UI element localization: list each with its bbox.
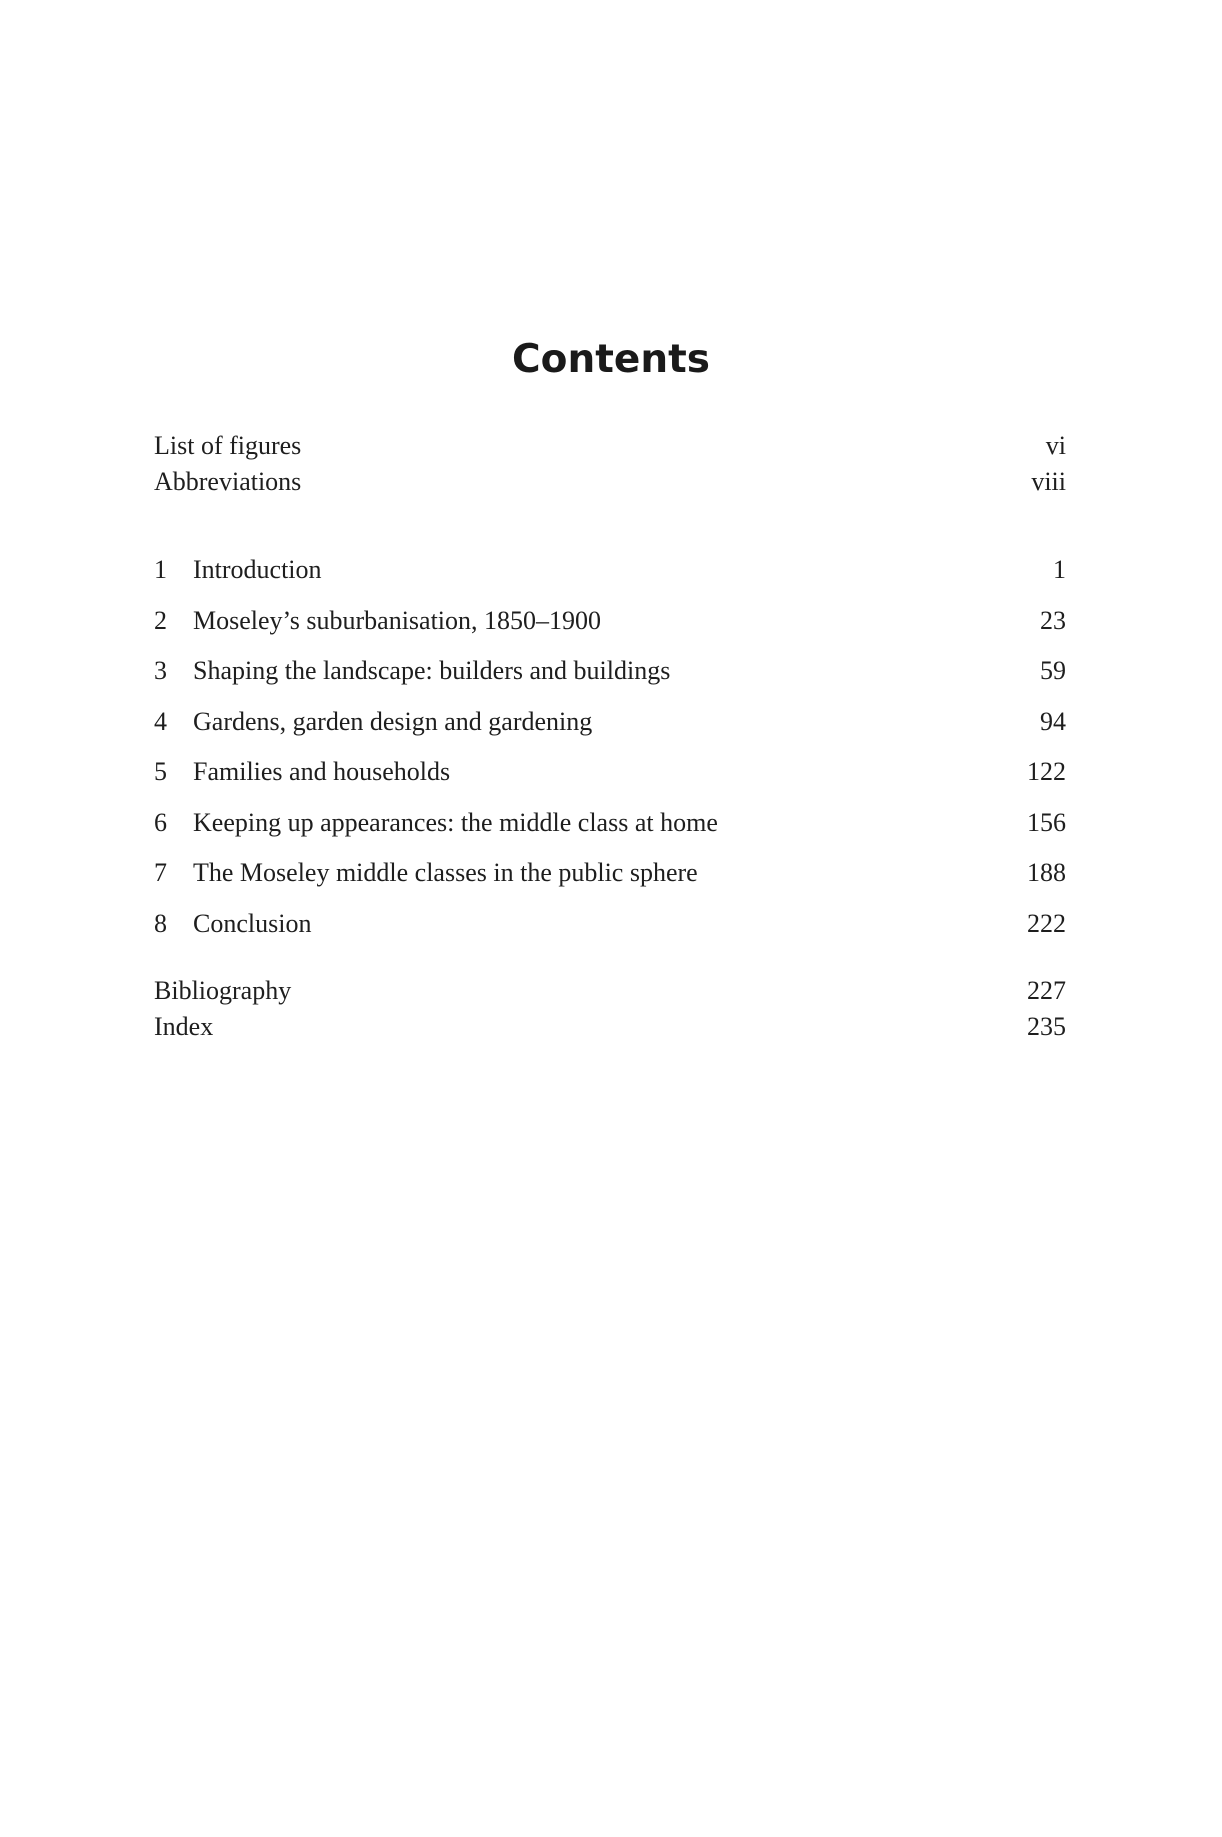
chapter-page: 59 — [1040, 656, 1066, 685]
toc-chapter-6[interactable] — [154, 805, 1066, 856]
chapter-number: 5 — [154, 757, 167, 786]
chapter-page: 188 — [1027, 858, 1066, 887]
chapter-number: 4 — [154, 706, 167, 736]
toc-entry-label: Bibliography — [154, 976, 292, 1005]
chapter-title: The Moseley middle classes in the public sphere — [193, 858, 698, 887]
chapter-title: Keeping up appearances: the middle class at home — [193, 807, 718, 837]
chapter-title: Shaping the landscape: builders and buildings — [193, 656, 671, 685]
chapter-number: 1 — [154, 555, 167, 584]
toc-entry-page: 227 — [1027, 976, 1066, 1005]
toc-entry-bibliography[interactable] — [154, 973, 1066, 1009]
toc-chapter-7[interactable] — [154, 855, 1066, 906]
chapter-page: 222 — [1027, 908, 1066, 938]
toc-entry-label: Abbreviations — [154, 467, 302, 496]
toc-chapters — [154, 552, 1066, 956]
toc-entry-index[interactable] — [154, 1009, 1066, 1045]
chapter-number: 6 — [154, 807, 167, 837]
toc-entry-label: List of figures — [154, 431, 302, 460]
chapter-number: 2 — [154, 605, 167, 635]
toc-chapter-1[interactable] — [154, 552, 1066, 603]
toc-entry-abbreviations[interactable] — [154, 464, 1066, 500]
toc-back-matter — [154, 973, 1066, 1045]
chapter-title: Families and households — [193, 757, 451, 786]
chapter-number: 7 — [154, 858, 167, 887]
toc-entry-list-of-figures[interactable] — [154, 428, 1066, 464]
chapter-page: 94 — [1040, 706, 1066, 736]
toc-chapter-8[interactable] — [154, 906, 1066, 957]
chapter-number: 3 — [154, 656, 167, 685]
chapter-number: 8 — [154, 908, 167, 938]
toc-chapter-3[interactable] — [154, 653, 1066, 704]
toc-chapter-5[interactable] — [154, 754, 1066, 805]
page-title: Contents — [512, 337, 710, 383]
toc-entry-page: 235 — [1027, 1012, 1066, 1041]
toc-chapter-4[interactable] — [154, 704, 1066, 755]
chapter-page: 122 — [1027, 757, 1066, 786]
chapter-page: 156 — [1027, 807, 1066, 837]
chapter-title: Conclusion — [193, 908, 312, 938]
chapter-title: Moseley’s suburbanisation, 1850–1900 — [193, 605, 602, 635]
toc-chapter-2[interactable] — [154, 603, 1066, 654]
chapter-page: 23 — [1040, 605, 1066, 635]
chapter-page: 1 — [1053, 555, 1066, 584]
chapter-title: Introduction — [193, 555, 322, 584]
toc-entry-page: vi — [1045, 431, 1066, 460]
toc-entry-page: viii — [1031, 467, 1066, 496]
toc-entry-label: Index — [154, 1012, 214, 1041]
chapter-title: Gardens, garden design and gardening — [193, 706, 593, 736]
toc-front-matter — [154, 428, 1066, 500]
